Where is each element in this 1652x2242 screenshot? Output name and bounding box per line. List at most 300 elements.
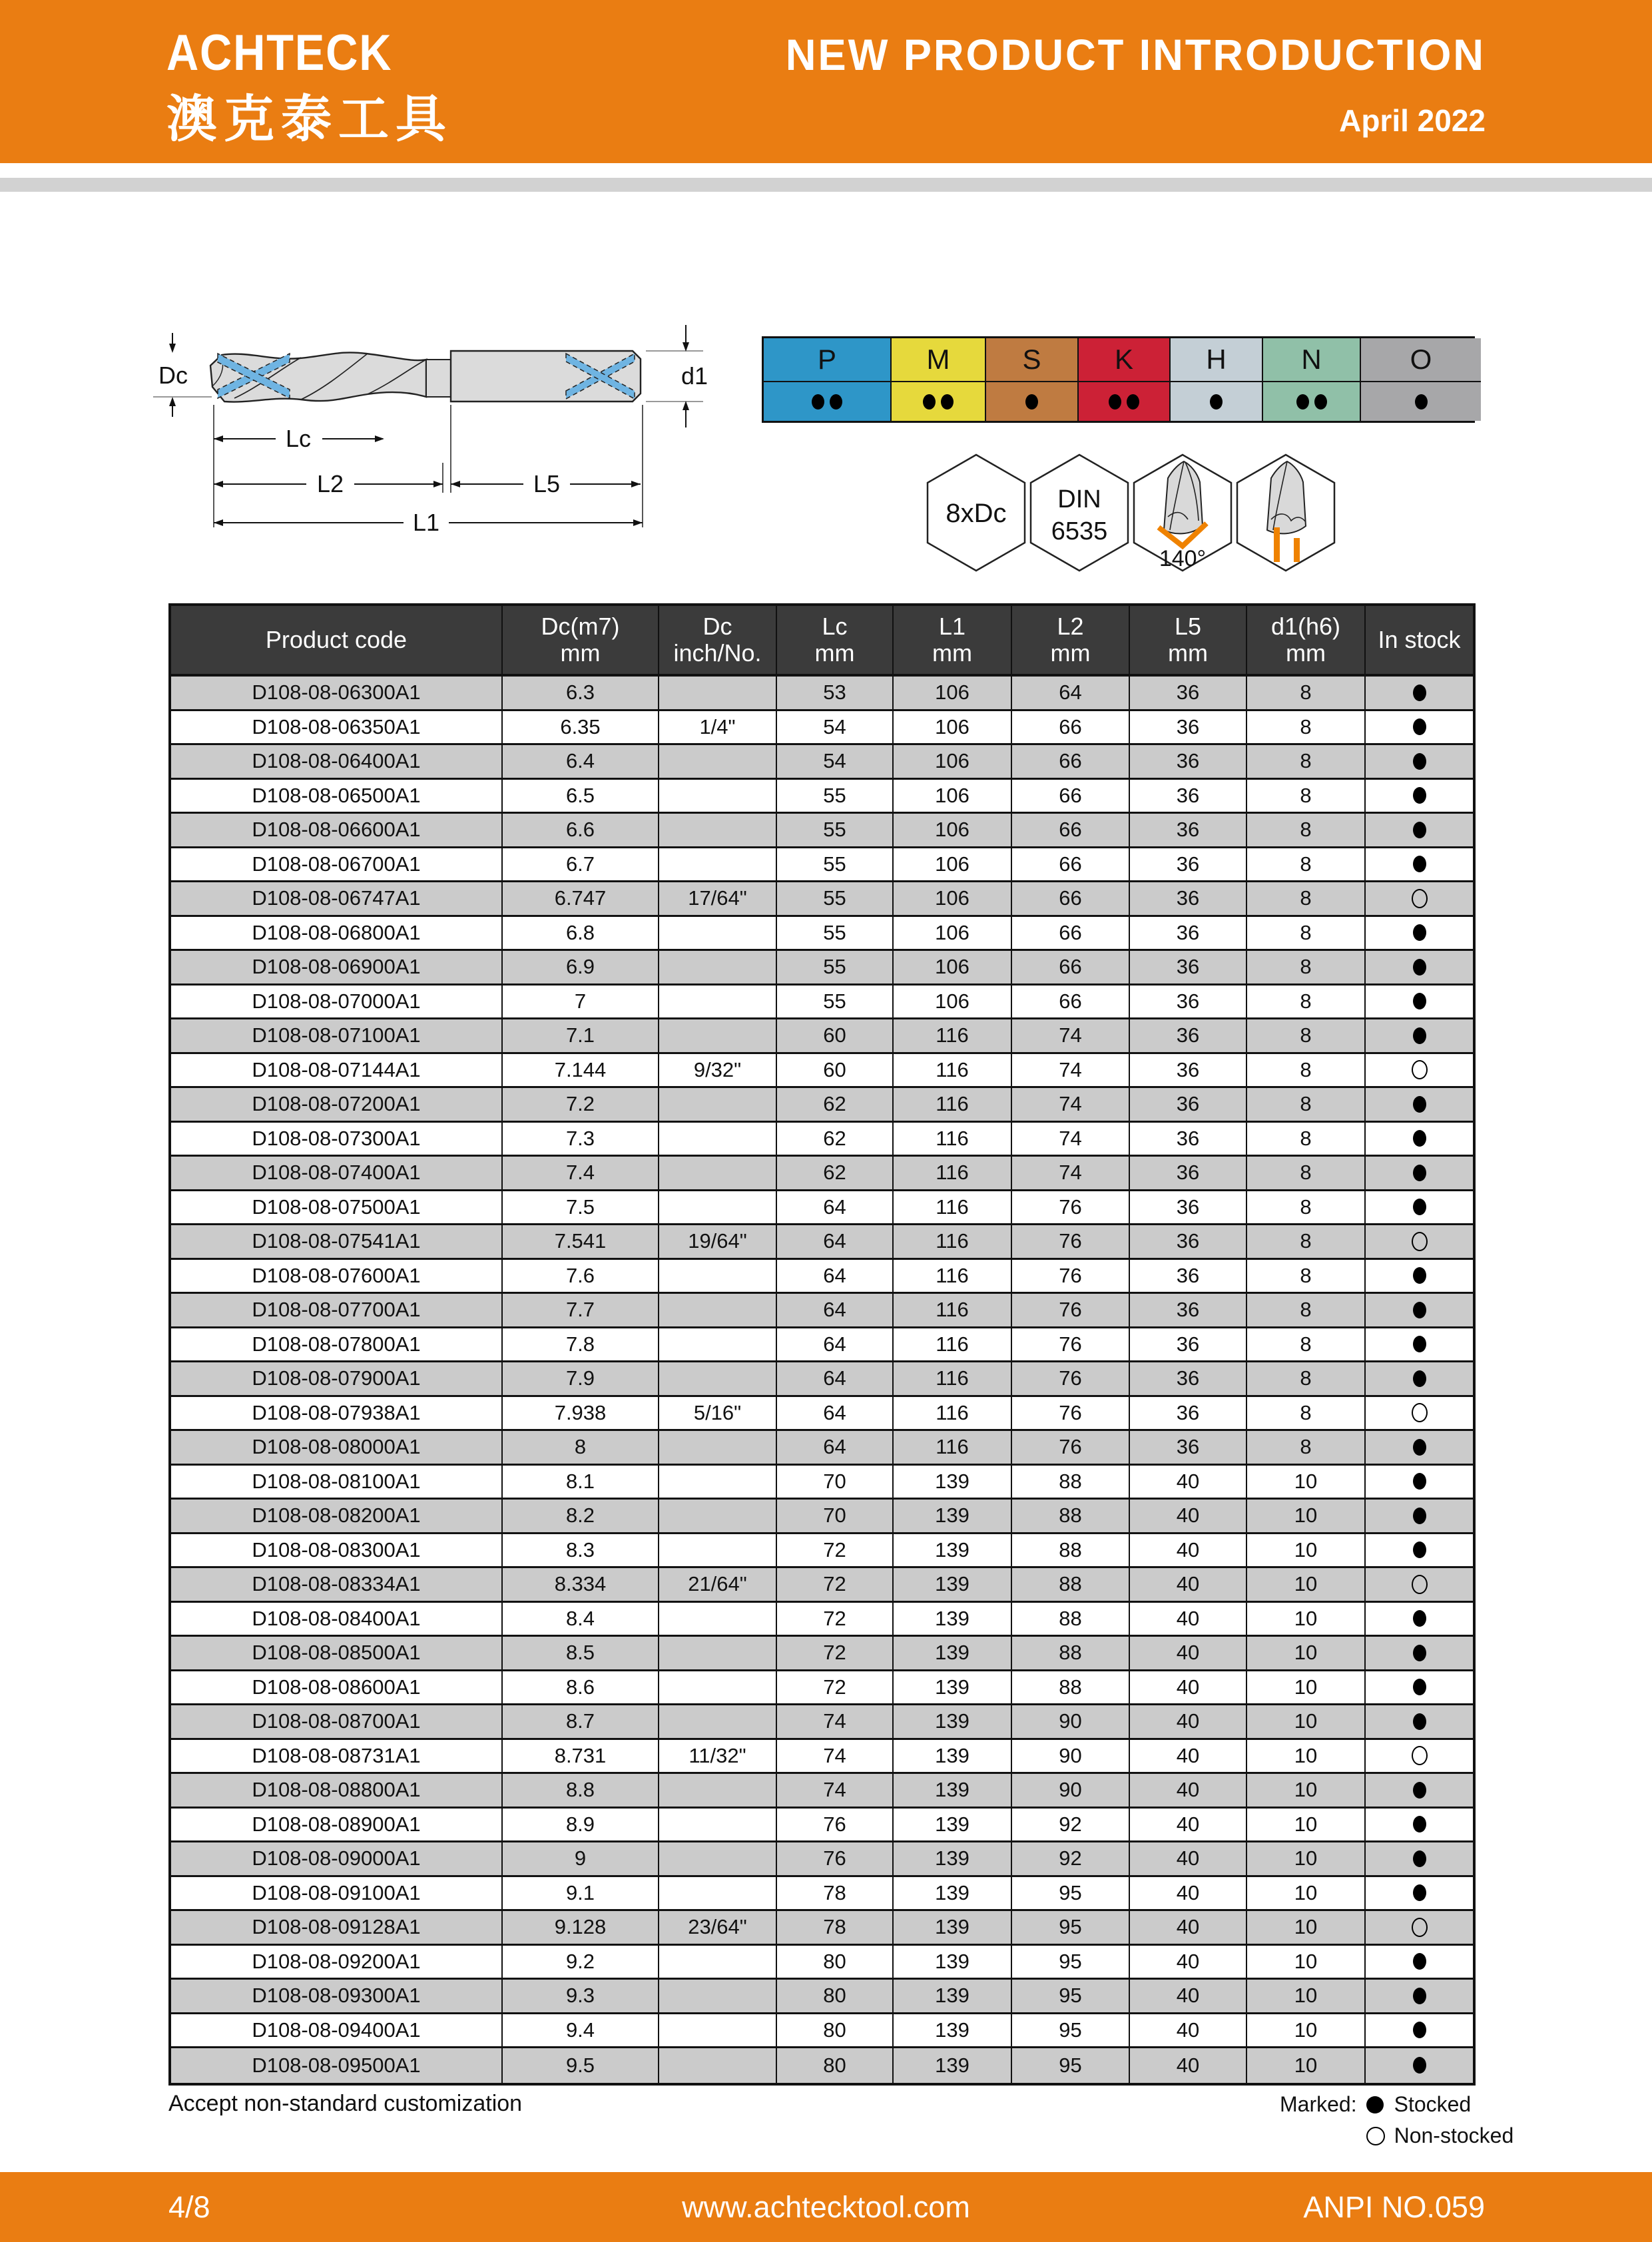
product-code-cell: D108-08-09200A1 <box>252 1949 421 1973</box>
column-header-line1: L1 <box>938 612 966 640</box>
l2-cell: 88 <box>1011 1637 1129 1669</box>
legend-non-stocked-label: Non-stocked <box>1394 2123 1514 2147</box>
l2-cell: 92 <box>1011 1809 1129 1841</box>
l2-cell: 95 <box>1011 1877 1129 1910</box>
website-url: www.achtecktool.com <box>682 2189 970 2224</box>
l2-cell: 88 <box>1011 1671 1129 1704</box>
dc-inch-cell <box>658 745 776 778</box>
lc-cell: 55 <box>776 848 892 881</box>
l5-cell: 36 <box>1129 1362 1246 1395</box>
column-header-line2: mm <box>1286 639 1326 667</box>
suitability-dot-icon <box>1109 394 1121 410</box>
stock-cell <box>1364 917 1473 950</box>
dc-inch-cell <box>658 985 776 1018</box>
column-header <box>1246 606 1364 674</box>
material-letter: P <box>764 338 890 382</box>
l1-cell: 116 <box>892 1088 1011 1121</box>
l2-cell: 90 <box>1011 1740 1129 1773</box>
stocked-dot-icon <box>1413 1816 1426 1832</box>
dim-label-dc: Dc <box>158 362 188 389</box>
dc-mm-cell: 6.6 <box>501 814 658 846</box>
l2-cell: 74 <box>1011 1088 1129 1121</box>
product-code-cell: D108-08-08334A1 <box>252 1572 421 1596</box>
lc-cell: 64 <box>776 1225 892 1258</box>
column-header-line2: inch/No. <box>673 639 762 667</box>
table-row <box>171 1019 1473 1054</box>
l1-cell: 139 <box>892 1500 1011 1532</box>
product-code-cell: D108-08-06747A1 <box>252 886 421 910</box>
document-number: ANPI NO.059 <box>1303 2189 1485 2224</box>
dc-inch-cell <box>658 951 776 983</box>
d1-cell: 8 <box>1246 848 1364 881</box>
dc-mm-cell: 7.541 <box>501 1225 658 1258</box>
l1-cell: 116 <box>892 1225 1011 1258</box>
material-column-o <box>1360 338 1481 421</box>
d1-cell: 10 <box>1246 1980 1364 2012</box>
l2-cell: 66 <box>1011 848 1129 881</box>
stock-cell <box>1364 1260 1473 1292</box>
product-code-cell: D108-08-08200A1 <box>252 1504 421 1528</box>
dc-mm-cell: 8.334 <box>501 1568 658 1601</box>
l5-cell: 36 <box>1129 1019 1246 1052</box>
din-standard-badge-icon <box>1029 453 1130 573</box>
dc-inch-cell <box>658 1946 776 1978</box>
dc-mm-cell: 8.4 <box>501 1603 658 1635</box>
l2-cell: 76 <box>1011 1260 1129 1292</box>
header-banner <box>0 0 1652 163</box>
l2-cell: 66 <box>1011 814 1129 846</box>
material-letter: O <box>1361 338 1481 382</box>
l5-cell: 40 <box>1129 2048 1246 2083</box>
dc-mm-cell: 8.9 <box>501 1809 658 1841</box>
l5-cell: 36 <box>1129 1397 1246 1430</box>
l5-cell: 36 <box>1129 951 1246 983</box>
suitability-dot-icon <box>941 394 954 410</box>
l2-cell: 76 <box>1011 1362 1129 1395</box>
dc-mm-cell: 6.747 <box>501 882 658 915</box>
column-header-line1: L5 <box>1174 612 1202 640</box>
dc-mm-cell: 8.2 <box>501 1500 658 1532</box>
dc-inch-cell <box>658 2048 776 2083</box>
d1-cell: 8 <box>1246 951 1364 983</box>
table-row <box>171 1260 1473 1294</box>
dc-inch-cell <box>658 1877 776 1910</box>
suitability-dot-icon <box>1296 394 1309 410</box>
l1-cell: 106 <box>892 882 1011 915</box>
dc-inch-cell: 11/32" <box>658 1740 776 1773</box>
l5-cell: 40 <box>1129 1466 1246 1498</box>
stock-cell <box>1364 1705 1473 1738</box>
dc-mm-cell: 6.5 <box>501 780 658 812</box>
dc-inch-cell <box>658 1088 776 1121</box>
footer-bar <box>0 2172 1652 2242</box>
d1-cell: 8 <box>1246 1088 1364 1121</box>
l2-cell: 95 <box>1011 1946 1129 1978</box>
d1-cell: 8 <box>1246 780 1364 812</box>
l1-cell: 116 <box>892 1019 1011 1052</box>
column-header-line1: Lc <box>822 612 848 640</box>
table-row <box>171 677 1473 711</box>
stock-cell <box>1364 1534 1473 1567</box>
lc-cell: 72 <box>776 1534 892 1567</box>
l2-cell: 76 <box>1011 1397 1129 1430</box>
table-row <box>171 1671 1473 1706</box>
l1-cell: 139 <box>892 1809 1011 1841</box>
stock-cell <box>1364 1500 1473 1532</box>
lc-cell: 64 <box>776 1362 892 1395</box>
table-row <box>171 1431 1473 1466</box>
dc-mm-cell: 7.2 <box>501 1088 658 1121</box>
d1-cell: 10 <box>1246 1740 1364 1773</box>
dc-inch-cell <box>658 1123 776 1155</box>
l1-cell: 116 <box>892 1157 1011 1189</box>
stock-cell <box>1364 1088 1473 1121</box>
d1-cell: 8 <box>1246 814 1364 846</box>
stocked-dot-icon <box>1413 2057 1426 2074</box>
d1-cell: 10 <box>1246 1809 1364 1841</box>
column-header-line1: In stock <box>1378 625 1461 653</box>
stocked-dot-icon <box>1413 787 1426 804</box>
l1-cell: 106 <box>892 677 1011 709</box>
stocked-dot-icon <box>1413 924 1426 941</box>
product-code-cell: D108-08-07144A1 <box>252 1057 421 1081</box>
dc-inch-cell <box>658 1603 776 1635</box>
product-code-cell: D108-08-07600A1 <box>252 1263 421 1287</box>
l2-cell: 95 <box>1011 1980 1129 2012</box>
stocked-dot-icon <box>1413 1988 1426 2004</box>
suitability-dot-icon <box>1127 394 1139 410</box>
non-stocked-circle-icon <box>1412 889 1428 908</box>
l5-cell: 36 <box>1129 1088 1246 1121</box>
stocked-dot-icon <box>1413 993 1426 1009</box>
l1-cell: 106 <box>892 985 1011 1018</box>
stocked-dot-icon <box>1413 1713 1426 1730</box>
l1-cell: 139 <box>892 1980 1011 2012</box>
product-code-cell: D108-08-07500A1 <box>252 1195 421 1219</box>
l5-cell: 40 <box>1129 1877 1246 1910</box>
l5-cell: 40 <box>1129 1740 1246 1773</box>
product-code-cell: D108-08-08700A1 <box>252 1709 421 1733</box>
stock-cell <box>1364 1362 1473 1395</box>
d1-cell: 8 <box>1246 917 1364 950</box>
non-stocked-circle-icon <box>1412 1403 1428 1422</box>
table-row <box>171 1980 1473 2014</box>
l2-cell: 74 <box>1011 1019 1129 1052</box>
table-row <box>171 1397 1473 1432</box>
d1-cell: 8 <box>1246 1225 1364 1258</box>
stock-cell <box>1364 2014 1473 2047</box>
l1-cell: 116 <box>892 1362 1011 1395</box>
table-row <box>171 1157 1473 1191</box>
drill-dimension-drawing-icon <box>133 293 719 579</box>
d1-cell: 8 <box>1246 1019 1364 1052</box>
stocked-dot-icon <box>1413 1199 1426 1215</box>
dc-mm-cell: 7.144 <box>501 1054 658 1087</box>
column-header-line2: mm <box>560 639 601 667</box>
lc-cell: 78 <box>776 1877 892 1910</box>
l5-cell: 36 <box>1129 711 1246 744</box>
l5-cell: 40 <box>1129 1568 1246 1601</box>
stocked-dot-icon <box>1413 822 1426 838</box>
table-row <box>171 1191 1473 1226</box>
stocked-dot-icon <box>1413 959 1426 976</box>
stocked-dot-icon <box>1413 1679 1426 1695</box>
l2-cell: 92 <box>1011 1842 1129 1875</box>
stocked-dot-icon <box>1413 1884 1426 1901</box>
dc-mm-cell: 8.6 <box>501 1671 658 1704</box>
lc-cell: 54 <box>776 711 892 744</box>
column-header-line2: mm <box>1168 639 1208 667</box>
product-code-cell: D108-08-07300A1 <box>252 1126 421 1150</box>
l2-cell: 88 <box>1011 1568 1129 1601</box>
dc-inch-cell <box>658 917 776 950</box>
l1-cell: 106 <box>892 848 1011 881</box>
dc-inch-cell: 5/16" <box>658 1397 776 1430</box>
d1-cell: 10 <box>1246 1842 1364 1875</box>
lc-cell: 80 <box>776 1980 892 2012</box>
suitability-dot-icon <box>1210 394 1223 410</box>
dc-mm-cell: 8.8 <box>501 1774 658 1807</box>
d1-cell: 8 <box>1246 745 1364 778</box>
d1-cell: 8 <box>1246 677 1364 709</box>
material-suitability-dots <box>1361 382 1481 421</box>
l1-cell: 139 <box>892 2048 1011 2083</box>
lc-cell: 78 <box>776 1911 892 1944</box>
suitability-dot-icon <box>1415 394 1428 410</box>
d1-cell: 8 <box>1246 1123 1364 1155</box>
l1-cell: 139 <box>892 2014 1011 2047</box>
d1-cell: 10 <box>1246 1671 1364 1704</box>
l2-cell: 66 <box>1011 780 1129 812</box>
stocked-dot-icon <box>1413 1370 1426 1387</box>
l2-cell: 95 <box>1011 2048 1129 2083</box>
material-letter: K <box>1079 338 1169 382</box>
d1-cell: 8 <box>1246 1362 1364 1395</box>
dc-mm-cell: 8 <box>501 1431 658 1464</box>
stocked-dot-icon <box>1413 718 1426 735</box>
d1-cell: 8 <box>1246 882 1364 915</box>
column-header-line1: Product code <box>265 625 408 653</box>
brand-logo-chinese: 澳克泰工具 <box>166 91 453 148</box>
column-header-line2: mm <box>1050 639 1091 667</box>
d1-cell: 8 <box>1246 1054 1364 1087</box>
dc-mm-cell: 9.128 <box>501 1911 658 1944</box>
dc-mm-cell: 7.8 <box>501 1328 658 1361</box>
lc-cell: 76 <box>776 1842 892 1875</box>
l2-cell: 74 <box>1011 1123 1129 1155</box>
d1-cell: 8 <box>1246 1328 1364 1361</box>
dc-inch-cell <box>658 1019 776 1052</box>
stock-cell <box>1364 1809 1473 1841</box>
d1-cell: 8 <box>1246 985 1364 1018</box>
material-letter: N <box>1263 338 1360 382</box>
l5-cell: 40 <box>1129 1671 1246 1704</box>
stock-cell <box>1364 677 1473 709</box>
stocked-dot-icon <box>1413 1130 1426 1147</box>
lc-cell: 53 <box>776 677 892 709</box>
column-header-line1: d1(h6) <box>1270 612 1341 640</box>
material-letter: M <box>892 338 985 382</box>
lc-cell: 80 <box>776 1946 892 1978</box>
l5-cell: 40 <box>1129 1603 1246 1635</box>
product-code-cell: D108-08-06350A1 <box>252 714 421 738</box>
lc-cell: 62 <box>776 1123 892 1155</box>
stock-cell <box>1364 1877 1473 1910</box>
stock-cell <box>1364 1431 1473 1464</box>
suitability-dot-icon <box>812 394 824 410</box>
l2-cell: 90 <box>1011 1774 1129 1807</box>
stock-legend <box>1280 2092 1514 2148</box>
stock-cell <box>1364 1568 1473 1601</box>
dc-inch-cell <box>658 1637 776 1669</box>
dim-label-d1: d1 <box>681 362 708 390</box>
lc-cell: 70 <box>776 1466 892 1498</box>
l2-cell: 74 <box>1011 1157 1129 1189</box>
l2-cell: 66 <box>1011 745 1129 778</box>
stock-cell <box>1364 1054 1473 1087</box>
lc-cell: 55 <box>776 917 892 950</box>
lc-cell: 76 <box>776 1809 892 1841</box>
suitability-dot-icon <box>1025 394 1038 410</box>
page-number: 4/8 <box>168 2189 210 2224</box>
stock-cell <box>1364 951 1473 983</box>
dc-mm-cell: 6.35 <box>501 711 658 744</box>
dc-mm-cell: 8.731 <box>501 1740 658 1773</box>
issue-date: April 2022 <box>1339 103 1486 138</box>
d1-cell: 10 <box>1246 1705 1364 1738</box>
column-header <box>658 606 776 674</box>
l1-cell: 116 <box>892 1054 1011 1087</box>
column-header-line2: mm <box>932 639 972 667</box>
stocked-dot-icon <box>1413 1439 1426 1456</box>
dc-inch-cell <box>658 1980 776 2012</box>
stock-cell <box>1364 1911 1473 1944</box>
product-code-cell: D108-08-08400A1 <box>252 1606 421 1630</box>
l5-cell: 36 <box>1129 1260 1246 1292</box>
product-spec-table <box>168 603 1476 2086</box>
l1-cell: 106 <box>892 951 1011 983</box>
d1-cell: 8 <box>1246 711 1364 744</box>
l1-cell: 116 <box>892 1123 1011 1155</box>
product-code-cell: D108-08-09300A1 <box>252 1984 421 2008</box>
d1-cell: 10 <box>1246 1603 1364 1635</box>
material-suitability-dots <box>764 382 890 421</box>
stock-cell <box>1364 1946 1473 1978</box>
l5-cell: 36 <box>1129 1431 1246 1464</box>
stock-cell <box>1364 1123 1473 1155</box>
dc-inch-cell <box>658 1260 776 1292</box>
l5-cell: 36 <box>1129 1191 1246 1224</box>
material-letter: H <box>1171 338 1262 382</box>
column-header <box>1364 606 1473 674</box>
stocked-dot-icon <box>1413 1267 1426 1284</box>
table-row <box>171 711 1473 746</box>
l1-cell: 116 <box>892 1260 1011 1292</box>
dc-inch-cell <box>658 1671 776 1704</box>
d1-cell: 10 <box>1246 1946 1364 1978</box>
table-row <box>171 814 1473 848</box>
din-label-line2: 6535 <box>1051 517 1108 545</box>
l1-cell: 106 <box>892 745 1011 778</box>
l1-cell: 106 <box>892 814 1011 846</box>
column-header <box>1011 606 1129 674</box>
l5-cell: 36 <box>1129 1123 1246 1155</box>
dim-label-l2: L2 <box>316 470 344 497</box>
stocked-dot-icon <box>1413 1302 1426 1318</box>
l2-cell: 76 <box>1011 1225 1129 1258</box>
product-code-cell: D108-08-08900A1 <box>252 1812 421 1836</box>
l2-cell: 88 <box>1011 1466 1129 1498</box>
l1-cell: 116 <box>892 1397 1011 1430</box>
stocked-dot-icon <box>1413 856 1426 872</box>
l1-cell: 139 <box>892 1603 1011 1635</box>
dc-mm-cell: 8.5 <box>501 1637 658 1669</box>
l2-cell: 76 <box>1011 1294 1129 1326</box>
dc-mm-cell: 6.9 <box>501 951 658 983</box>
din-label-line1: DIN <box>1057 485 1101 513</box>
dc-mm-cell: 7 <box>501 985 658 1018</box>
through-coolant-badge-icon <box>1235 453 1336 573</box>
column-header <box>1129 606 1246 674</box>
table-body <box>171 677 1473 2083</box>
l5-cell: 40 <box>1129 1500 1246 1532</box>
lc-cell: 64 <box>776 1431 892 1464</box>
d1-cell: 8 <box>1246 1260 1364 1292</box>
dc-inch-cell <box>658 1362 776 1395</box>
l1-cell: 139 <box>892 1568 1011 1601</box>
product-code-cell: D108-08-08731A1 <box>252 1743 421 1767</box>
stock-cell <box>1364 1157 1473 1189</box>
d1-cell: 10 <box>1246 2014 1364 2047</box>
column-header-line1: Dc <box>702 612 732 640</box>
dc-mm-cell: 7.6 <box>501 1260 658 1292</box>
d1-cell: 10 <box>1246 1500 1364 1532</box>
stocked-dot-icon <box>1413 1165 1426 1181</box>
l5-cell: 40 <box>1129 2014 1246 2047</box>
dc-inch-cell: 19/64" <box>658 1225 776 1258</box>
lc-cell: 72 <box>776 1603 892 1635</box>
table-row <box>171 1466 1473 1500</box>
dc-mm-cell: 8.7 <box>501 1705 658 1738</box>
lc-cell: 55 <box>776 985 892 1018</box>
dim-label-l5: L5 <box>533 470 561 497</box>
product-code-cell: D108-08-07200A1 <box>252 1092 421 1116</box>
table-row <box>171 951 1473 985</box>
product-code-cell: D108-08-09400A1 <box>252 2018 421 2042</box>
product-code-cell: D108-08-06700A1 <box>252 852 421 876</box>
dc-inch-cell: 9/32" <box>658 1054 776 1087</box>
table-row <box>171 985 1473 1020</box>
table-row <box>171 780 1473 814</box>
table-row <box>171 1362 1473 1397</box>
product-code-cell: D108-08-08500A1 <box>252 1641 421 1665</box>
l5-cell: 40 <box>1129 1911 1246 1944</box>
lc-cell: 80 <box>776 2048 892 2083</box>
product-code-cell: D108-08-09128A1 <box>252 1915 421 1939</box>
stocked-dot-icon <box>1413 1782 1426 1799</box>
product-code-cell: D108-08-06400A1 <box>252 749 421 773</box>
lc-cell: 74 <box>776 1774 892 1807</box>
dc-mm-cell: 6.4 <box>501 745 658 778</box>
product-code-cell: D108-08-06900A1 <box>252 955 421 979</box>
dc-mm-cell: 7.9 <box>501 1362 658 1395</box>
stock-cell <box>1364 1019 1473 1052</box>
d1-cell: 10 <box>1246 1637 1364 1669</box>
lc-cell: 74 <box>776 1740 892 1773</box>
dc-inch-cell <box>658 814 776 846</box>
stocked-dot-icon <box>1413 2022 1426 2038</box>
l2-cell: 88 <box>1011 1500 1129 1532</box>
